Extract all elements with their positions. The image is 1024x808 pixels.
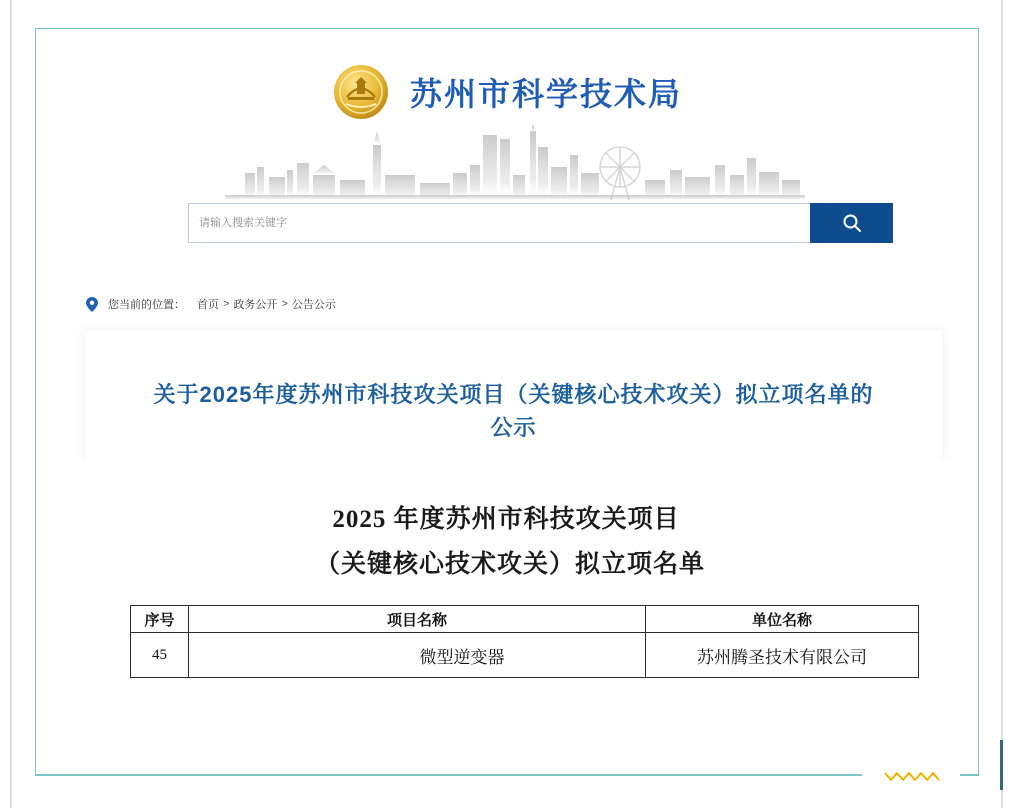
search-button[interactable] (810, 203, 893, 243)
wave-decoration-icon (884, 771, 940, 782)
location-pin-icon (86, 297, 98, 312)
search-icon (842, 213, 862, 233)
document-heading-line2: （关键核心技术攻关）拟立项名单 (314, 551, 705, 578)
right-edge-line (1001, 0, 1003, 808)
breadcrumb-label: 您当前的位置： (108, 299, 185, 311)
project-list-table (130, 605, 919, 678)
breadcrumb-government-affairs-link[interactable]: 政务公开 (233, 299, 278, 311)
cell-project-name: 微型逆变器 (189, 633, 646, 678)
breadcrumb-home-link[interactable]: 首页 (197, 299, 219, 311)
right-edge-accent (1000, 740, 1003, 790)
column-header-index: 序号 (131, 606, 189, 633)
table-header-row (131, 606, 919, 633)
notice-title-line1: 关于2025年度苏州市科技攻关项目（关键核心技术攻关）拟立项名单的 (153, 382, 874, 407)
notice-title-line2: 公示 (490, 415, 537, 440)
search-bar (188, 203, 893, 243)
site-brand-link[interactable] (333, 64, 682, 120)
skyline-buildings (225, 125, 805, 200)
frame-bottom-line (35, 774, 862, 776)
left-edge-line (10, 0, 12, 808)
breadcrumb-announcements-link[interactable]: 公告公示 (291, 299, 336, 311)
notice-card (85, 330, 942, 462)
table-row (131, 633, 919, 678)
site-title: 苏州市科学技术局 (410, 76, 683, 112)
breadcrumb-separator: > (281, 298, 288, 310)
column-header-company-name: 单位名称 (646, 606, 919, 633)
cell-index: 45 (131, 633, 189, 678)
search-input[interactable] (188, 203, 810, 243)
emblem-icon (333, 64, 389, 120)
column-header-project-name: 项目名称 (189, 606, 646, 633)
frame-bottom-line-end (960, 774, 979, 776)
document-heading-line1: 2025 年度苏州市科技攻关项目 (332, 506, 680, 533)
breadcrumb-separator: > (223, 298, 230, 310)
city-skyline (225, 125, 805, 200)
ferris-wheel (600, 147, 640, 200)
breadcrumb (86, 296, 336, 312)
cell-company-name: 苏州腾圣技术有限公司 (646, 633, 919, 678)
